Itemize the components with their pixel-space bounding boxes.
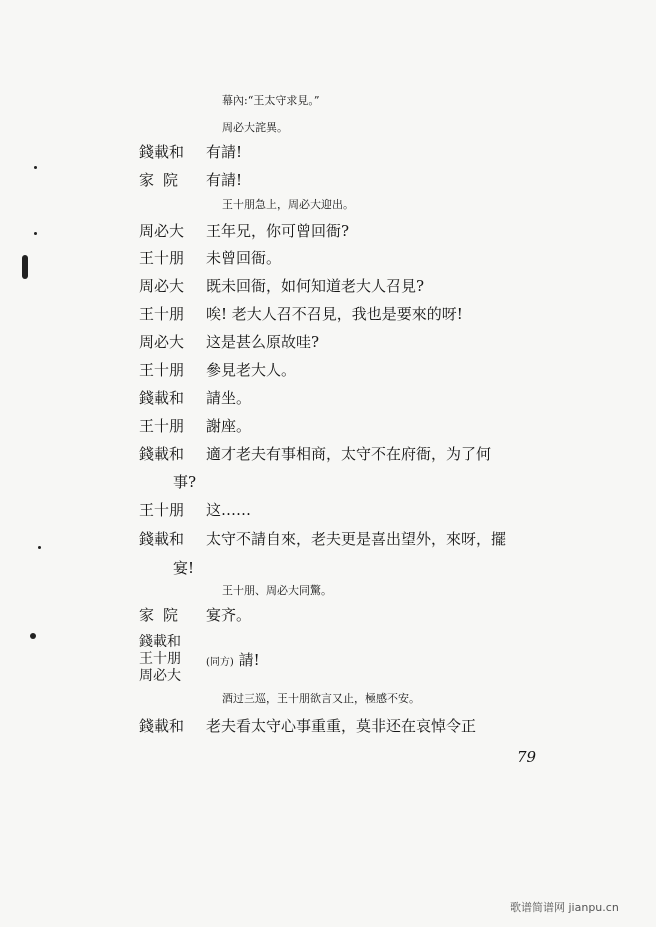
aside-note: (同方) bbox=[206, 657, 234, 668]
dialogue-line: 唉! 老大人召不召見，我也是要來的呀! bbox=[206, 305, 463, 323]
speaker-name: 家院 bbox=[139, 606, 188, 624]
dialogue-line: 宴齐。 bbox=[206, 606, 252, 624]
speaker-name: 錢載和 bbox=[139, 445, 185, 463]
scan-speck bbox=[34, 232, 37, 235]
speaker-group bbox=[139, 634, 181, 685]
stage-direction: 周必大詫異。 bbox=[222, 121, 288, 134]
dialogue-text: 請! bbox=[238, 651, 260, 669]
dialogue-continuation: 事? bbox=[173, 473, 197, 491]
dialogue-line: 有請! bbox=[206, 143, 243, 161]
dialogue-line: 請坐。 bbox=[206, 389, 252, 407]
scan-speck bbox=[30, 633, 36, 639]
speaker-name: 王十朋 bbox=[139, 305, 185, 323]
speaker-name: 錢載和 bbox=[139, 717, 185, 735]
dialogue-line: 有請! bbox=[206, 171, 243, 189]
speaker-name: 王十朋 bbox=[139, 417, 185, 435]
dialogue-line: 謝座。 bbox=[206, 417, 252, 435]
dialogue-line: 王年兄，你可曾回衙? bbox=[206, 222, 350, 240]
dialogue-line: 这是甚么原故哇? bbox=[206, 333, 320, 351]
speaker-name: 家院 bbox=[139, 171, 188, 189]
speaker-name: 王十朋 bbox=[139, 361, 185, 379]
dialogue-line: 这…… bbox=[206, 501, 252, 519]
watermark: 歌谱简谱网 jianpu.cn bbox=[510, 901, 619, 914]
speaker-name: 周必大 bbox=[139, 222, 185, 240]
stage-direction: 幕內:“王太守求見。” bbox=[222, 94, 320, 107]
stage-direction: 王十朋、周必大同驚。 bbox=[222, 584, 332, 597]
speaker-name: 王十朋 bbox=[139, 249, 185, 267]
speaker-name: 周必大 bbox=[139, 277, 185, 295]
scan-speck bbox=[34, 166, 37, 169]
dialogue-line: 參見老大人。 bbox=[206, 361, 297, 379]
dialogue-line: 適才老夫有事相商，太守不在府衙，为了何 bbox=[206, 445, 492, 463]
scan-speck bbox=[38, 546, 41, 549]
stage-direction: 王十朋急上，周必大迎出。 bbox=[222, 198, 354, 211]
speaker-name: 錢載和 bbox=[139, 389, 185, 407]
speaker-name: 王十朋 bbox=[139, 501, 185, 519]
speaker-name: 錢載和 bbox=[139, 634, 181, 650]
speaker-name: 王十朋 bbox=[139, 651, 181, 667]
speaker-name: 周必大 bbox=[139, 668, 181, 684]
page-number: 79 bbox=[517, 748, 537, 766]
speaker-name: 周必大 bbox=[139, 333, 185, 351]
dialogue-continuation: 宴! bbox=[173, 559, 195, 577]
speaker-name: 錢載和 bbox=[139, 530, 185, 548]
dialogue-line: 既未回衙，如何知道老大人召見? bbox=[206, 277, 425, 295]
dialogue-line: 未曾回衙。 bbox=[206, 249, 282, 267]
dialogue-line bbox=[206, 651, 260, 672]
dialogue-line: 太守不請自來，老夫更是喜出望外，來呀，擺 bbox=[206, 530, 507, 548]
speaker-name: 錢載和 bbox=[139, 143, 185, 161]
scan-binding-mark bbox=[22, 255, 28, 279]
stage-direction: 酒过三巡，王十朋欲言又止，極感不安。 bbox=[222, 692, 420, 705]
dialogue-line: 老夫看太守心事重重，莫非还在哀悼令正 bbox=[206, 717, 477, 735]
